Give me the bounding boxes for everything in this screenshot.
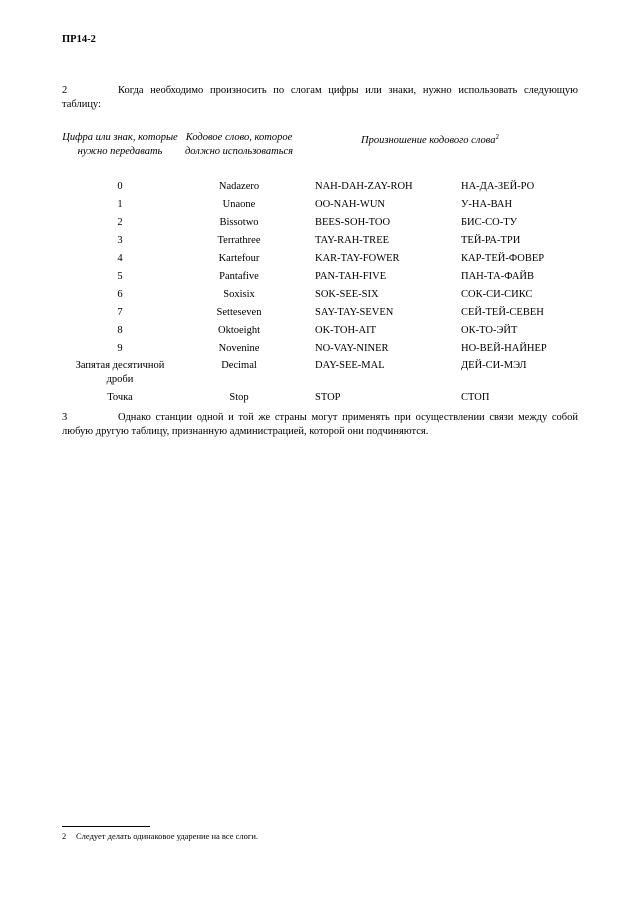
cell-code-word: Soxisix xyxy=(223,289,255,300)
cell-pronunciation-latin: NO-VAY-NINER xyxy=(315,343,389,354)
cell-pronunciation-latin: KAR-TAY-FOWER xyxy=(315,253,400,264)
cell-code-word: Bissotwo xyxy=(219,217,259,228)
cell-code-word: Stop xyxy=(229,392,249,403)
paragraph-3-number: 3 xyxy=(62,412,68,423)
cell-code-word: Unaone xyxy=(222,199,256,210)
cell-pronunciation-cyrillic: ОК-ТО-ЭЙТ xyxy=(461,325,518,336)
paragraph-2-text: Когда необходимо произносить по слогам цифры или знаки, нужно использовать следующую таблицу: xyxy=(62,85,578,110)
cell-code-word: Decimal xyxy=(221,360,257,371)
table-header-code-word: Кодовое слово, которое должно использоваться xyxy=(184,132,294,157)
cell-digit: 0 xyxy=(117,181,123,192)
footnote-number: 2 xyxy=(62,831,67,841)
table-header-pronunciation-label: Произношение кодового слова xyxy=(361,135,496,146)
footnote xyxy=(62,831,258,841)
cell-digit: 9 xyxy=(117,343,123,354)
cell-pronunciation-cyrillic: НА-ДА-ЗЕЙ-РО xyxy=(461,181,535,192)
cell-pronunciation-latin: DAY-SEE-MAL xyxy=(315,360,385,371)
cell-pronunciation-latin: SAY-TAY-SEVEN xyxy=(315,307,394,318)
cell-digit: 3 xyxy=(117,235,123,246)
table-header-pronunciation xyxy=(340,131,520,148)
cell-pronunciation-cyrillic: НО-ВЕЙ-НАЙНЕР xyxy=(461,343,547,354)
paragraph-2 xyxy=(62,84,578,111)
cell-pronunciation-latin: STOP xyxy=(315,392,341,403)
cell-digit: 6 xyxy=(117,289,123,300)
cell-pronunciation-cyrillic: СТОП xyxy=(461,392,490,403)
cell-pronunciation-cyrillic: ТЕЙ-РА-ТРИ xyxy=(461,235,521,246)
cell-digit: 4 xyxy=(117,253,123,264)
cell-pronunciation-latin: OO-NAH-WUN xyxy=(315,199,385,210)
cell-pronunciation-latin: NAH-DAH-ZAY-ROH xyxy=(315,181,413,192)
cell-digit: 7 xyxy=(117,307,123,318)
cell-pronunciation-cyrillic: ДЕЙ-СИ-МЭЛ xyxy=(461,360,527,371)
paragraph-3 xyxy=(62,411,578,438)
cell-digit: 8 xyxy=(117,325,123,336)
cell-pronunciation-cyrillic: КАР-ТЕЙ-ФОВЕР xyxy=(461,253,545,264)
cell-code-word: Terrathree xyxy=(217,235,261,246)
cell-pronunciation-cyrillic: СЕЙ-ТЕЙ-СЕВЕН xyxy=(461,307,544,318)
cell-code-word: Nadazero xyxy=(218,181,260,192)
cell-digit: Точка xyxy=(107,392,133,403)
cell-digit: 2 xyxy=(117,217,123,228)
document-id: ПР14-2 xyxy=(62,34,96,45)
cell-pronunciation-cyrillic: ПАН-ТА-ФАЙВ xyxy=(461,271,535,282)
footnote-separator xyxy=(62,826,150,827)
cell-pronunciation-latin: SOK-SEE-SIX xyxy=(315,289,379,300)
cell-pronunciation-latin: OK-TOH-AIT xyxy=(315,325,377,336)
cell-pronunciation-latin: BEES-SOH-TOO xyxy=(315,217,391,228)
cell-digit: Запятая десятичной дроби xyxy=(75,360,165,385)
cell-pronunciation-cyrillic: СОК-СИ-СИКС xyxy=(461,289,533,300)
footnote-text: Следует делать одинаковое ударение на все слоги. xyxy=(76,831,259,841)
cell-pronunciation-cyrillic: БИС-СО-ТУ xyxy=(461,217,518,228)
cell-pronunciation-latin: PAN-TAH-FIVE xyxy=(315,271,387,282)
paragraph-3-text: Однако станции одной и той же страны могут применять при осуществлении связи между собой любую другую таблицу, признанную администрацией, которой они подчиняются. xyxy=(62,412,578,437)
cell-digit: 5 xyxy=(117,271,123,282)
cell-code-word: Novenine xyxy=(218,343,260,354)
cell-code-word: Setteseven xyxy=(216,307,262,318)
cell-digit: 1 xyxy=(117,199,123,210)
footnote-reference: 2 xyxy=(495,133,499,141)
paragraph-2-number: 2 xyxy=(62,85,68,96)
cell-code-word: Oktoeight xyxy=(218,325,260,336)
cell-pronunciation-latin: TAY-RAH-TREE xyxy=(315,235,390,246)
table-header-digit: Цифра или знак, которые нужно передавать xyxy=(62,132,178,157)
cell-pronunciation-cyrillic: У-НА-ВАН xyxy=(461,199,513,210)
cell-code-word: Pantafive xyxy=(219,271,259,282)
cell-code-word: Kartefour xyxy=(218,253,260,264)
